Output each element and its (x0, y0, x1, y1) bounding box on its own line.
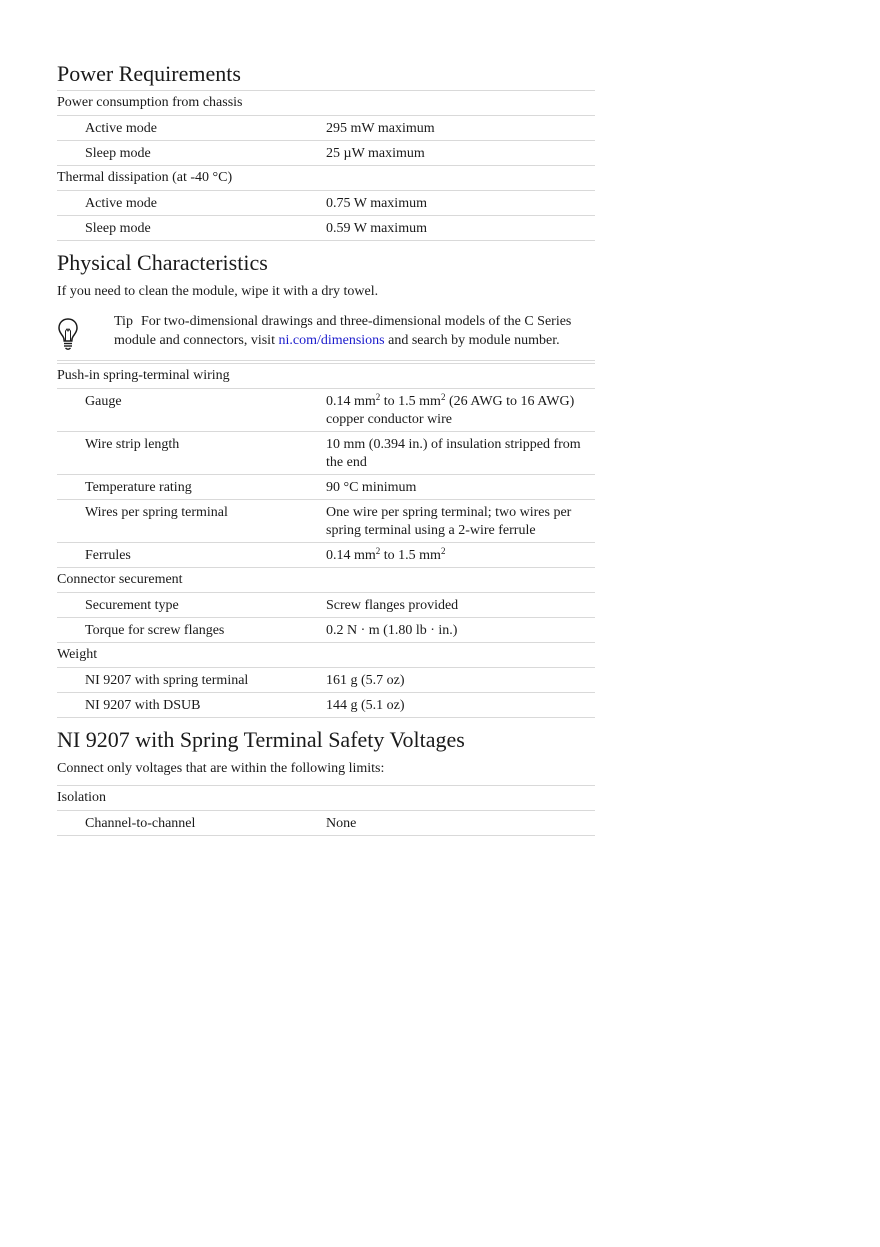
table-row (57, 618, 595, 643)
superscript: 2 (375, 392, 381, 402)
power-title: Power Requirements (57, 61, 241, 86)
table-row (57, 141, 595, 166)
table-row (57, 216, 595, 241)
table-row (57, 191, 595, 216)
superscript: 2 (375, 546, 381, 556)
safety-section (57, 726, 595, 836)
physical-intro: If you need to clean the module, wipe it with a dry towel. (57, 284, 379, 299)
torque-value: 0.2 N · m (1.80 lb · in.) (326, 618, 595, 643)
table-row (57, 811, 595, 836)
strip-value: 10 mm (0.394 in.) of insulation stripped from the end (326, 432, 595, 475)
row-value: 0.75 W maximum (326, 191, 595, 216)
physical-table (57, 363, 595, 718)
dissipation-label: Thermal dissipation (at -40 °C) (57, 166, 595, 191)
row-label: Active mode (57, 191, 326, 216)
table-row (57, 500, 595, 543)
tip-text: For two-dimensional drawings and three-dimensional models of the C Series module and connectors, visit (114, 314, 572, 348)
sec-type-label: Securement type (57, 593, 326, 618)
tip-box (57, 308, 595, 361)
safety-table (57, 785, 595, 836)
row-label: Sleep mode (57, 216, 326, 241)
safety-intro: Connect only voltages that are within the following limits: (57, 761, 385, 776)
lightbulb-icon (57, 317, 79, 351)
table-group-row (57, 166, 595, 191)
isolation-label: Isolation (57, 786, 595, 811)
table-group-row (57, 91, 595, 116)
weight-label: Weight (57, 643, 595, 668)
consumption-label: Power consumption from chassis (57, 91, 595, 116)
table-row (57, 475, 595, 500)
value-part: 0.14 mm (326, 548, 376, 563)
superscript: 2 (440, 392, 446, 402)
tip-text-end: and search by module number. (384, 333, 560, 348)
wires-label: Wires per spring terminal (57, 500, 326, 543)
table-row (57, 116, 595, 141)
row-value: 161 g (5.7 oz) (326, 668, 595, 693)
row-label: NI 9207 with DSUB (57, 693, 326, 718)
strip-label: Wire strip length (57, 432, 326, 475)
sec-type-value: Screw flanges provided (326, 593, 595, 618)
row-label: Sleep mode (57, 141, 326, 166)
torque-label: Torque for screw flanges (57, 618, 326, 643)
row-value: 0.59 W maximum (326, 216, 595, 241)
row-label: NI 9207 with spring terminal (57, 668, 326, 693)
physical-section (57, 249, 595, 718)
gauge-label: Gauge (57, 389, 326, 432)
row-label: Channel-to-channel (57, 811, 326, 836)
spec-content (57, 60, 595, 844)
ferrules-value (326, 543, 595, 568)
wiring-label: Push-in spring-terminal wiring (57, 364, 595, 389)
securement-label: Connector securement (57, 568, 595, 593)
value-part: (26 AWG to 16 AWG) copper conductor wire (326, 394, 575, 427)
table-group-row (57, 643, 595, 668)
physical-title: Physical Characteristics (57, 250, 268, 275)
row-value: 295 mW maximum (326, 116, 595, 141)
value-part: to 1.5 mm (380, 394, 441, 409)
gauge-value (326, 389, 595, 432)
table-row (57, 543, 595, 568)
row-value: 25 µW maximum (326, 141, 595, 166)
safety-title: NI 9207 with Spring Terminal Safety Voltages (57, 727, 465, 752)
table-row (57, 389, 595, 432)
table-row (57, 432, 595, 475)
row-value: None (326, 811, 595, 836)
power-section (57, 60, 595, 241)
row-label: Active mode (57, 116, 326, 141)
wires-value: One wire per spring terminal; two wires per spring terminal using a 2-wire ferrule (326, 500, 595, 543)
table-row (57, 593, 595, 618)
tip-label: Tip (114, 314, 133, 329)
superscript: 2 (440, 546, 446, 556)
temp-value: 90 °C minimum (326, 475, 595, 500)
ferrules-label: Ferrules (57, 543, 326, 568)
table-group-row (57, 364, 595, 389)
temp-label: Temperature rating (57, 475, 326, 500)
table-row (57, 693, 595, 718)
dimensions-link[interactable]: ni.com/dimensions (278, 333, 385, 348)
value-part: 0.14 mm (326, 394, 376, 409)
row-value: 144 g (5.1 oz) (326, 693, 595, 718)
table-row (57, 668, 595, 693)
power-table (57, 90, 595, 241)
table-group-row (57, 786, 595, 811)
value-part: to 1.5 mm (380, 548, 441, 563)
table-group-row (57, 568, 595, 593)
